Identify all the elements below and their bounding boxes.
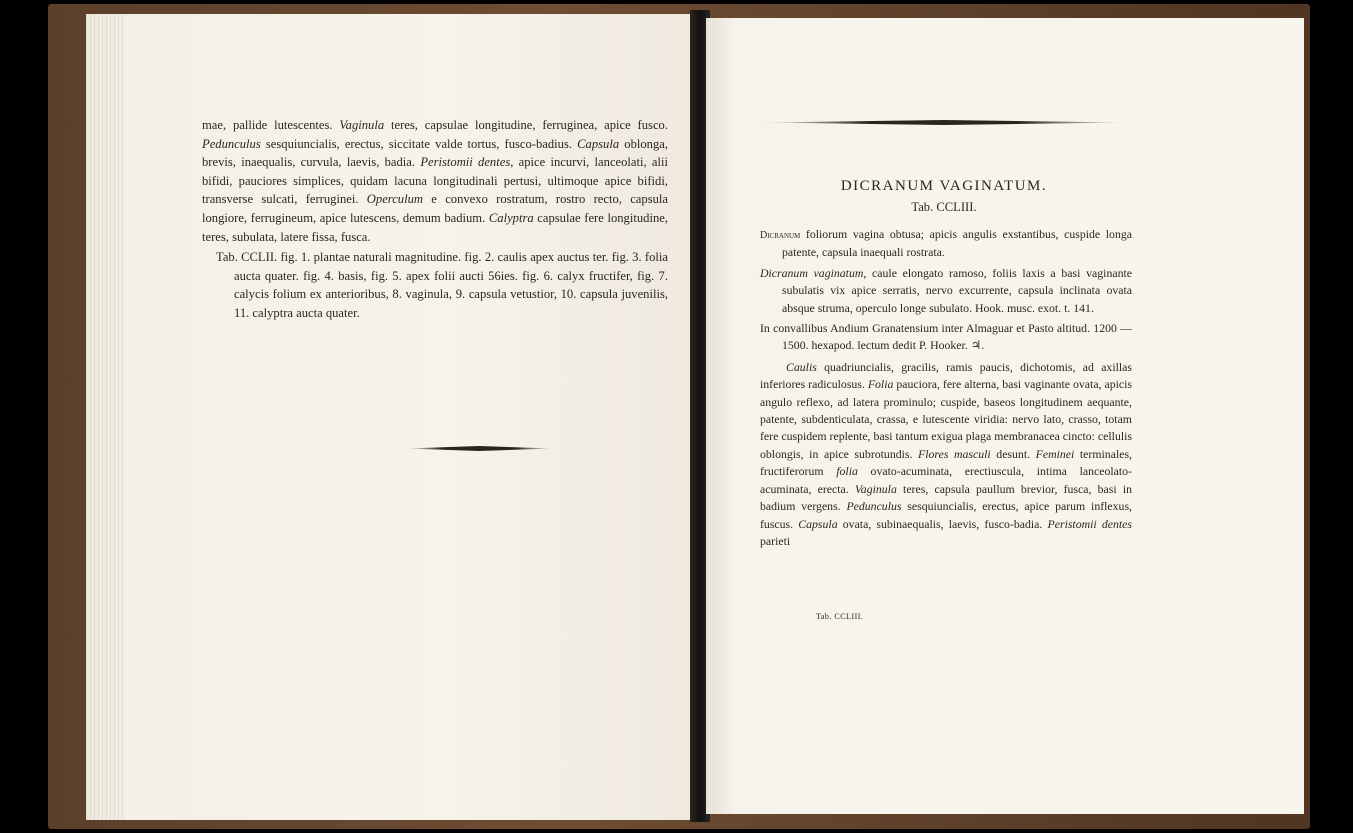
page-footer: Tab. CCLIII. [816, 612, 864, 621]
habitat: In convallibus Andium Granatensium inter Almaguar et Pasto altitud. 1200 — 1500. hexapod. lectum dedit P. Hooker. ♃. [760, 321, 1132, 353]
term-peristomii: Peristomii dentes [1047, 516, 1132, 531]
text-run: sesquiuncialis, erectus, apice parum inflexus, fuscus. [760, 499, 1132, 531]
term-caulis: Caulis [786, 359, 817, 374]
text-run: , apice incurvi, lanceolati, alii bifidi, pauciores simplices, quidam lacuna longitudinali pertusi, ultimoque apice bifidi, transverse sulcati, ferruginei. [202, 155, 669, 207]
text-run: teres, capsulae longitudine, ferruginea, apice fusco. [384, 118, 668, 132]
term-folia: folia [836, 464, 858, 479]
page-edges [86, 14, 126, 820]
text-run: desunt. [990, 446, 1036, 461]
synonym-name: Dicranum vaginatum [760, 265, 864, 280]
term-capsula: Capsula [798, 516, 838, 531]
right-page-text [760, 226, 1132, 550]
term-pedunculus: Pedunculus [202, 136, 261, 151]
text-run: e convexo rostratum, rostro recto, capsula longiore, ferrugineum, apice lutescens, demum badium. [202, 192, 668, 225]
left-page-text [202, 116, 668, 323]
text-run: quadriuncialis, gracilis, ramis paucis, dichotomis, ad axillas inferiores radiculosus. [760, 359, 1132, 392]
term-feminei: Feminei [1035, 446, 1075, 461]
term-peristomii: Peristomii dentes [420, 155, 511, 170]
term-vaginula: Vaginula [854, 481, 897, 496]
text-run: ovato-acuminata, erectiuscula, intima lanceolato-acuminata, erecta. [760, 464, 1132, 496]
term-calyptra: Calyptra [488, 210, 534, 225]
description-paragraph [202, 116, 668, 246]
text-run: sesquiuncialis, erectus, siccitate valde tortus, fusco-badius. [260, 136, 578, 151]
term-capsula: Capsula [577, 136, 620, 151]
text-run: teres, capsula paullum brevior, fusca, basi in badium vergens. [760, 481, 1132, 514]
plate-explanation: Tab. CCLII. fig. 1. plantae naturali magnitudine. fig. 2. caulis apex auctus ter. fig. 3. folia aucta quater. fig. 4. basis, fig. 5. apex folii aucti 56ies. fig. 6. calyx fructifer, fig. 7. calycis folium ex anterioribus, 8. vaginula, 9. capsula vetustior, 10. capsula juvenilis, 11. calyptra aucta quater. [216, 250, 668, 320]
genus-smallcaps: Dicranum [760, 230, 801, 241]
text-run: foliorum vagina obtusa; apicis angulis exstantibus, cuspide longa patente, capsula inaequali rostrata. [782, 227, 1132, 260]
text-run: parieti [760, 533, 791, 548]
text-run: terminales, fructiferorum [760, 446, 1132, 479]
text-run: oblonga, brevis, inaequalis, curvula, laevis, badia. [202, 136, 669, 170]
text-run: ovata, subinaequalis, laevis, fusco-badia. [837, 516, 1048, 531]
synonym [760, 265, 1132, 317]
text-run: , caule elongato ramoso, foliis laxis a basi vaginante subulatis vix apice serratis, nervo excurrente, capsula inclinata ovata absque struma, operculo longe subulato. Hook. musc. exot. t. 141. [782, 265, 1132, 315]
description [760, 359, 1132, 550]
term-folia: Folia [867, 377, 894, 392]
term-flores: Flores masculi [918, 446, 991, 461]
text-run: mae, pallide lutescentes. [202, 118, 340, 132]
term-operculum: Operculum [366, 192, 423, 207]
term-vaginula: Vaginula [339, 118, 385, 132]
text-run: capsulae fere longitudine, teres, subulata, latere fissa, fusca. [202, 210, 668, 244]
diagnosis [760, 226, 1132, 262]
term-pedunculus: Pedunculus [846, 499, 902, 514]
text-run: pauciora, fere alterna, basi vaginante ovata, apicis angulo reflexo, ad latera prominulo; cuspide, baseos longitudinem aequante, patente, subdenticulata, crassa, e lutescente viridia: nervo lato, crasso, totam fere cuspidem replente, basi tantum exigua plaga membranacea cincto: cellulis oblongis, in apice subrotundis. [760, 377, 1132, 461]
plate-number: Tab. CCLIII. [911, 200, 977, 214]
species-title: DICRANUM VAGINATUM. [840, 178, 1048, 194]
